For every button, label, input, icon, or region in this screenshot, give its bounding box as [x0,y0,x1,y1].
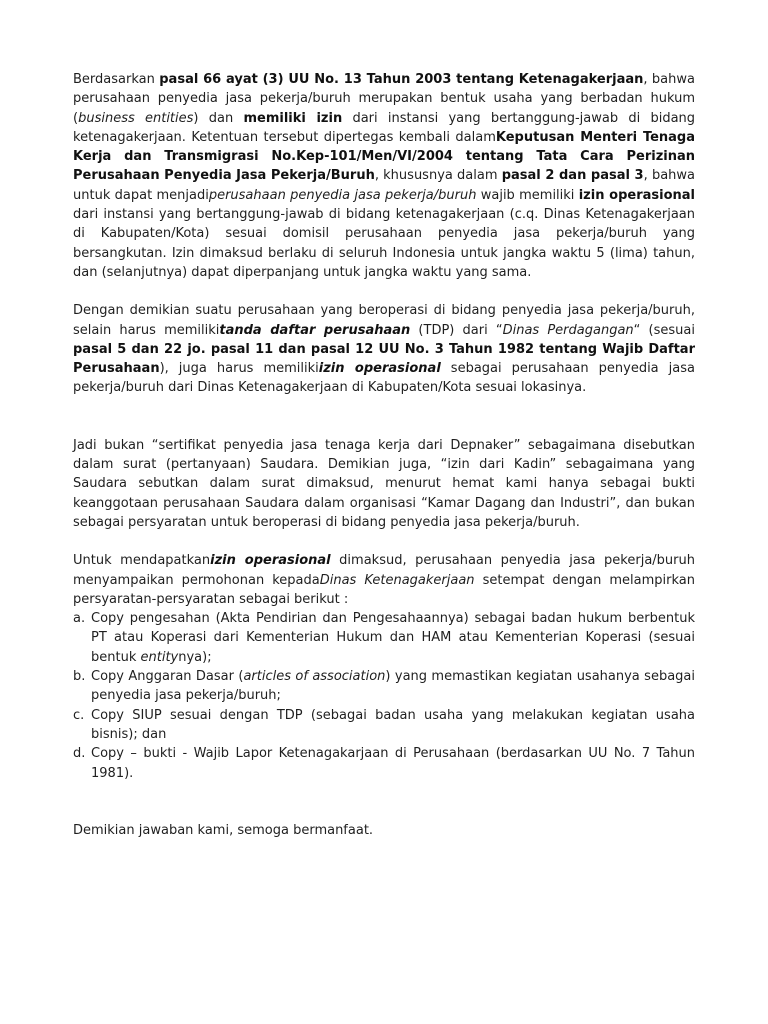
bold-run: pasal 66 ayat (3) UU No. 13 Tahun 2003 tentang Ketenagakerjaan [159,72,644,87]
paragraph-clarification: Jadi bukan “sertifikat penyedia jasa tenaga kerja dari Depnaker” sebagaimana disebutkan dalam surat (pertanyaan) Saudara. Demikian juga, “izin dari Kadin” sebagaimana yang Saudara sebutkan dalam surat dimaksud, menurut hemat kami hanya sebagai bukti keanggotaan perusahaan Saudara dalam organisasi “Kamar Dagang dan Industri”, dan bukan sebagai persyaratan untuk beroperasi di bidang penyedia jasa pekerja/buruh. [73,437,695,530]
bold-italic-run: izin operasional [210,553,331,569]
bold-italic-run: tanda daftar perusahaan [219,322,411,338]
list-item [73,744,695,783]
bold-italic-run: izin operasional [318,361,441,377]
list-item [73,706,695,745]
text-run: Berdasarkan [73,72,160,87]
text-run: ) dan [193,110,244,126]
italic-run: business entities [78,110,194,126]
list-item [73,609,695,667]
paragraph-legal-basis [73,70,695,282]
italic-run: entity [140,649,179,665]
text-run: sebagai perusahaan penyedia jasa pekerja/buruh dari Dinas Ketenagakerjaan di Kabupaten/Kota sesuai lokasinya. [73,361,695,396]
italic-run: perusahaan penyedia jasa pekerja/buruh [208,187,477,203]
requirements-list [73,609,695,783]
list-marker: c. [73,707,85,723]
text-run: Dengan demikian suatu perusahaan yang beroperasi di bidang penyedia jasa pekerja/buruh, selain harus memiliki [73,303,695,338]
text-run: “ (sesuai [633,322,695,338]
document-body [73,70,695,840]
spacer [73,532,695,551]
text-run: Copy Anggaran Dasar ( [91,669,244,685]
bold-run: pasal 5 dan 22 jo. pasal 11 dan pasal 12 UU No. 3 Tahun 1982 tentang Wajib Daftar Perusahaan [73,341,695,377]
text-run: , bahwa perusahaan penyedia jasa pekerja/buruh merupakan bentuk usaha yang berbadan hukum ( [73,72,695,126]
text-run: dimaksud, perusahaan penyedia jasa pekerja/buruh menyampaikan permohonan kepada [73,553,695,588]
bold-run: memiliki izin [243,110,343,126]
bold-run: pasal 2 dan pasal 3 [501,168,644,184]
text-run: (TDP) dari “ [410,322,503,338]
text-run: , khususnya dalam [374,168,502,184]
spacer [73,282,695,301]
spacer [73,398,695,436]
list-marker: a. [73,611,86,627]
text-run: Copy pengesahan (Akta Pendirian dan Pengesahaannya) sebagai badan hukum berbentuk PT atau Koperasi dari Kementerian Hukum dan HAM atau Kementerian Koperasi (sesuai bentuk [91,611,695,665]
text-run: nya); [178,649,212,665]
bold-run: izin operasional [578,187,695,203]
text-run: dari instansi yang bertanggung-jawab di bidang ketenagakerjaan (c.q. Dinas Ketenagakerjaan di Kabupaten/Kota) sesuai domisil perusahaan penyedia jasa pekerja/buruh yang bersangkutan. Izin dimaksud berlaku di seluruh Indonesia untuk jangka waktu 5 (lima) tahun, dan (selanjutnya) dapat diperpanjang untuk jangka waktu yang sama. [73,207,695,280]
spacer [73,783,695,821]
paragraph-closing: Demikian jawaban kami, semoga bermanfaat. [73,822,374,838]
italic-run: Dinas Perdagangan [502,322,634,338]
text-run: ), juga harus memiliki [159,361,319,377]
text-run: , bahwa untuk dapat menjadi [73,168,695,203]
text-run: setempat dengan melampirkan persyaratan-persyaratan sebagai berikut : [73,572,696,607]
list-item [73,667,695,706]
text-run: Untuk mendapatkan [73,553,211,569]
paragraph-application-steps [73,551,695,609]
text-run: Copy – bukti - Wajib Lapor Ketenagakarjaan di Perusahaan (berdasarkan UU No. 7 Tahun 1981). [91,746,695,781]
bold-run: Keputusan Menteri Tenaga Kerja dan Transmigrasi No.Kep-101/Men/VI/2004 tentang Tata Cara Perizinan Perusahaan Penyedia Jasa Pekerja/Buruh [73,129,696,184]
italic-run: Dinas Ketenagakerjaan [319,572,475,588]
text-run: ) yang memastikan kegiatan usahanya sebagai penyedia jasa pekerja/buruh; [91,669,695,704]
text-run: Copy SIUP sesuai dengan TDP (sebagai badan usaha yang melakukan kegiatan usaha bisnis); dan [91,707,695,742]
text-run: wajib memiliki [476,187,579,203]
text-run: dari instansi yang bertanggung-jawab di bidang ketenagakerjaan. Ketentuan tersebut dipertegas kembali dalam [73,110,696,145]
paragraph-tdp-requirement [73,301,695,397]
italic-run: articles of association [243,669,386,685]
list-marker: d. [73,746,86,762]
list-marker: b. [73,669,86,685]
